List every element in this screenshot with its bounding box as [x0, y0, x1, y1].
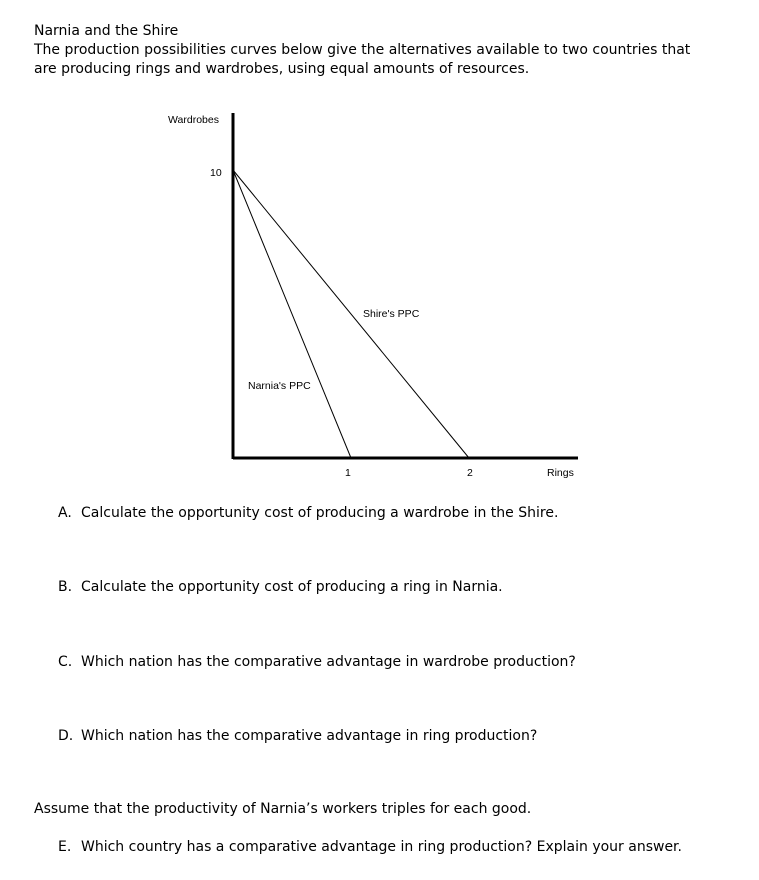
x-tick-2: 2 [467, 467, 473, 479]
x-tick-1: 1 [345, 467, 351, 479]
question-e [58, 838, 682, 857]
question-b [58, 578, 503, 597]
question-d-text: Which nation has the comparative advantage in ring production? [81, 728, 538, 744]
narnia-ppc-line [233, 170, 351, 458]
question-c-letter: C. [58, 654, 73, 670]
question-a-letter: A. [58, 505, 72, 521]
shire-ppc-label: Shire's PPC [363, 308, 420, 320]
question-d [58, 727, 537, 746]
question-e-letter: E. [58, 839, 72, 855]
question-c-text: Which nation has the comparative advantage in wardrobe production? [81, 654, 576, 670]
question-a [58, 504, 558, 523]
question-e-text: Which country has a comparative advantage in ring production? Explain your answer. [81, 839, 682, 855]
y-axis-label: Wardrobes [168, 114, 219, 126]
intro-text: The production possibilities curves below give the alternatives available to two countries that are producing rings and wardrobes, using equal amounts of resources. [34, 42, 691, 77]
question-d-letter: D. [58, 728, 74, 744]
narnia-ppc-label: Narnia's PPC [248, 380, 311, 392]
question-a-text: Calculate the opportunity cost of producing a wardrobe in the Shire. [81, 505, 559, 521]
question-b-text: Calculate the opportunity cost of producing a ring in Narnia. [81, 579, 503, 595]
assumption-text: Assume that the productivity of Narnia’s workers triples for each good. [34, 801, 532, 817]
page-title: Narnia and the Shire [34, 23, 179, 39]
x-axis-label: Rings [547, 467, 574, 479]
question-b-letter: B. [58, 579, 73, 595]
y-tick-10: 10 [210, 167, 222, 179]
shire-ppc-line [233, 170, 469, 458]
question-c [58, 653, 576, 672]
